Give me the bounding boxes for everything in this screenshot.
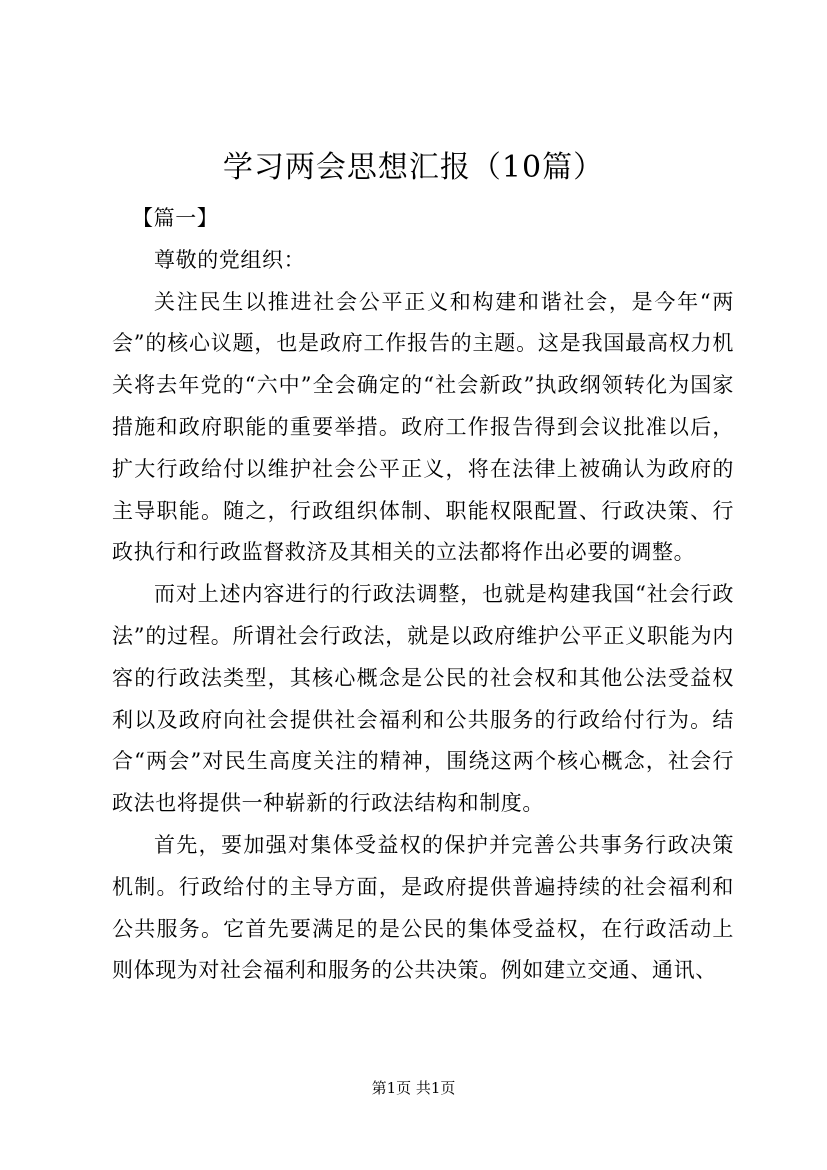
- document-title: 学习两会思想汇报（10篇）: [222, 150, 605, 185]
- salutation: 尊敬的党组织：: [154, 247, 306, 272]
- paragraph-3: 首先，要加强对集体受益权的保护并完善公共事务行政决策机制。行政给付的主导方面，是政府提供普遍持续的社会福利和公共服务。它首先要满足的是公民的集体受益权，在行政活动上则体现为对社会福利和服务的公共决策。例如建立交通、通讯、: [112, 832, 734, 983]
- paragraph-1: 关注民生以推进社会公平正义和构建和谐社会，是今年“两会”的核心议题，也是政府工作报告的主题。这是我国最高权力机关将去年党的“六中”全会确定的“社会新政”执政纲领转化为国家措施和政府职能的重要举措。政府工作报告得到会议批准以后，扩大行政给付以维护社会公平正义，将在法律上被确认为政府的主导职能。随之，行政组织体制、职能权限配置、行政决策、行政执行和行政监督救济及其相关的立法都将作出必要的调整。: [112, 289, 734, 565]
- page-footer: 第1页 共1页: [371, 1079, 456, 1097]
- paragraph-2: 而对上述内容进行的行政法调整，也就是构建我国“社会行政法”的过程。所谓社会行政法，就是以政府维护公平正义职能为内容的行政法类型，其核心概念是公民的社会权和其他公法受益权利以及政府向社会提供社会福利和公共服务的行政给付行为。结合“两会”对民生高度关注的精神，围绕这两个核心概念，社会行政法也将提供一种崭新的行政法结构和制度。: [112, 582, 734, 816]
- section-label: 【篇一】: [132, 206, 219, 230]
- document-body: [112, 198, 734, 992]
